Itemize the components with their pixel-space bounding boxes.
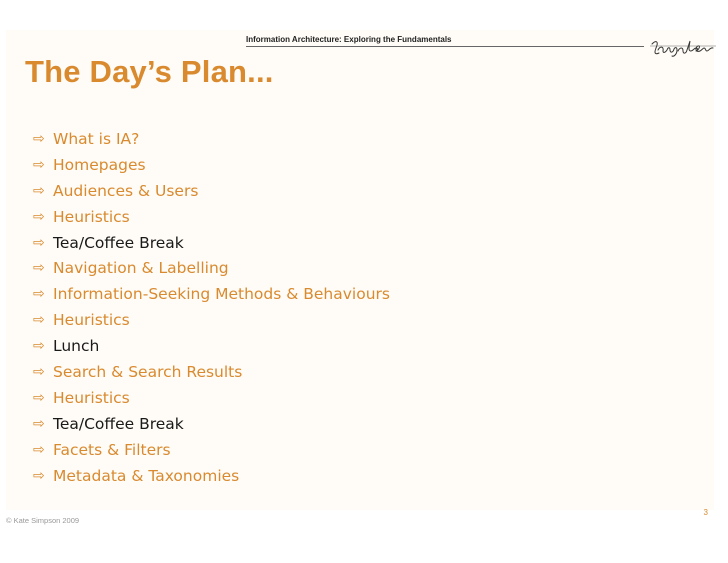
arrow-right-outline-icon: ⇨	[33, 312, 45, 329]
arrow-right-outline-icon: ⇨	[33, 415, 45, 432]
agenda-item-label: Lunch	[53, 337, 100, 356]
agenda-list	[33, 127, 390, 489]
arrow-right-outline-icon: ⇨	[33, 364, 45, 381]
arrow-right-outline-icon: ⇨	[33, 389, 45, 406]
agenda-item-label: Heuristics	[53, 311, 130, 330]
agenda-item	[33, 386, 390, 412]
agenda-item	[33, 464, 390, 490]
agenda-item-label: Facets & Filters	[53, 440, 171, 459]
agenda-item-label: Metadata & Taxonomies	[53, 466, 240, 485]
agenda-item	[33, 334, 390, 360]
header-title: Information Architecture: Exploring the Fundamentals	[246, 35, 452, 44]
arrow-right-outline-icon: ⇨	[33, 441, 45, 458]
arrow-right-outline-icon: ⇨	[33, 131, 45, 147]
arrow-right-outline-icon: ⇨	[33, 234, 45, 251]
agenda-item-label: Tea/Coffee Break	[53, 233, 184, 252]
arrow-right-outline-icon: ⇨	[33, 208, 45, 225]
agenda-item-label: Navigation & Labelling	[53, 259, 229, 278]
agenda-item-label: Information-Seeking Methods & Behaviours	[53, 285, 390, 304]
agenda-item	[33, 153, 390, 179]
agenda-item	[33, 412, 390, 438]
arrow-right-outline-icon: ⇨	[33, 467, 45, 484]
agenda-item-label: Audiences & Users	[53, 181, 199, 200]
agenda-item-label: Heuristics	[53, 207, 130, 226]
agenda-item	[33, 127, 390, 153]
agenda-item	[33, 179, 390, 205]
arrow-right-outline-icon: ⇨	[33, 260, 45, 277]
arrow-right-outline-icon: ⇨	[33, 338, 45, 355]
agenda-item	[33, 282, 390, 308]
arrow-right-outline-icon: ⇨	[33, 182, 45, 199]
agenda-item-label: Heuristics	[53, 388, 130, 407]
signature-logo-icon	[650, 38, 716, 60]
agenda-item	[33, 438, 390, 464]
arrow-right-outline-icon: ⇨	[33, 286, 45, 303]
agenda-item-label: Homepages	[53, 155, 146, 174]
page-number: 3	[703, 508, 708, 517]
agenda-item-label: Tea/Coffee Break	[53, 414, 184, 433]
agenda-item	[33, 360, 390, 386]
agenda-item	[33, 256, 390, 282]
agenda-item-label: Search & Search Results	[53, 363, 243, 382]
arrow-right-outline-icon: ⇨	[33, 156, 45, 173]
slide-title: The Day’s Plan...	[25, 54, 274, 89]
copyright-text: © Kate Simpson 2009	[6, 516, 80, 525]
agenda-item	[33, 231, 390, 257]
agenda-item-label: What is IA?	[53, 130, 140, 148]
agenda-item	[33, 308, 390, 334]
agenda-item	[33, 205, 390, 231]
header-divider	[246, 46, 644, 47]
